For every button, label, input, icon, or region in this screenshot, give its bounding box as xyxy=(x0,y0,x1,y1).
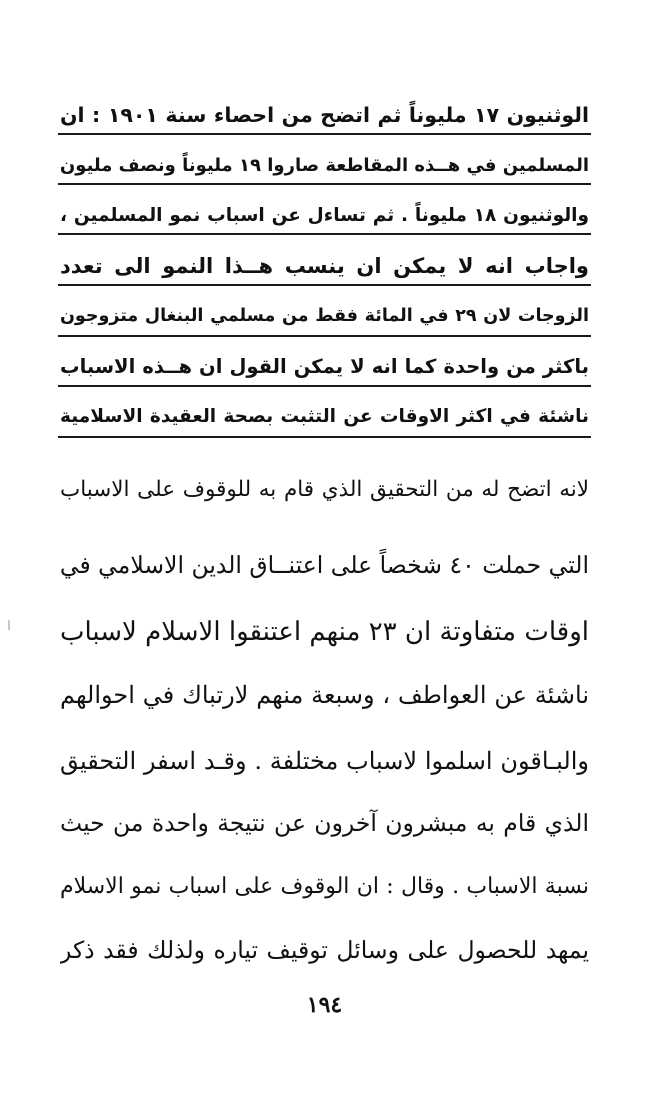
body-line-4: ناشئة عن العواطف ، وسبعة منهم لارتباك في احوالهم xyxy=(60,681,589,709)
underlined-line-4: واجاب انه لا يمكن ان ينسب هــذا النمو الى تعدد xyxy=(60,254,589,278)
underlined-line-1: الوثنيون ١٧ مليوناً ثم اتضح من احصاء سنة ١٩٠١ : ان xyxy=(60,103,589,127)
underline-rule-2 xyxy=(58,183,591,185)
body-line-8: يمهد للحصول على وسائل توقيف تياره ولذلك فقد ذكر xyxy=(60,936,589,964)
underline-rule-7 xyxy=(58,436,591,438)
underlined-line-5: الزوجات لان ٢٩ في المائة فقط من مسلمي البنغال متزوجون xyxy=(60,306,589,326)
page-number: ١٩٤ xyxy=(306,992,343,1018)
underlined-line-7: ناشئة في اكثر الاوقات عن التثبت بصحة العقيدة الاسلامية xyxy=(60,406,589,427)
body-line-5: والبـاقون اسلموا لاسباب مختلفة . وقـد اسفر التحقيق xyxy=(60,747,589,775)
scan-margin-mark xyxy=(8,620,10,630)
underline-rule-6 xyxy=(58,385,591,387)
underline-rule-1 xyxy=(58,133,591,135)
underlined-line-6: باكثر من واحدة كما انه لا يمكن القول ان هــذه الاسباب xyxy=(60,355,589,378)
underline-rule-5 xyxy=(58,335,591,337)
underlined-line-2: المسلمين في هــذه المقاطعة صاروا ١٩ مليوناً ونصف مليون xyxy=(60,155,589,176)
body-line-2: التي حملت ٤٠ شخصاً على اعتنــاق الدين الاسلامي في xyxy=(60,551,589,579)
body-line-3: اوقات متفاوتة ان ٢٣ منهم اعتنقوا الاسلام لاسباب xyxy=(60,617,589,647)
underline-rule-3 xyxy=(58,233,591,235)
body-line-1: لانه اتضح له من التحقيق الذي قام به للوقوف على الاسباب xyxy=(60,477,589,502)
underline-rule-4 xyxy=(58,284,591,286)
body-line-7: نسبة الاسباب . وقال : ان الوقوف على اسباب نمو الاسلام xyxy=(60,874,589,899)
body-line-6: الذي قام به مبشرون آخرون عن نتيجة واحدة من حيث xyxy=(60,809,589,837)
underlined-line-3: والوثنيون ١٨ مليوناً . ثم تساءل عن اسباب نمو المسلمين ، xyxy=(60,205,589,226)
